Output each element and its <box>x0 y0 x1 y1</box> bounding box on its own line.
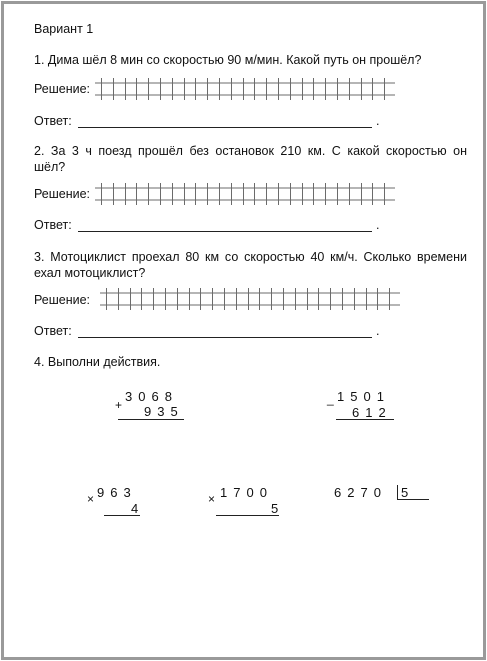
task1-answer-end: . <box>376 114 380 128</box>
task3-text-line2: ехал мотоциклист? <box>34 266 146 280</box>
mul2-operand-b: 5 <box>271 501 285 516</box>
task2-answer-label: Ответ: <box>34 218 72 232</box>
task3-answer-label: Ответ: <box>34 324 72 338</box>
div-corner-vertical <box>397 485 398 500</box>
mul1-operand-a: 963 <box>97 485 137 500</box>
task1-answer-label: Ответ: <box>34 114 72 128</box>
task2-answer-line[interactable] <box>78 231 372 232</box>
variant-title: Вариант 1 <box>34 22 94 36</box>
mul1-operand-b: 4 <box>131 501 145 516</box>
div-quotient-line[interactable] <box>397 499 429 500</box>
add-result-line[interactable] <box>118 419 184 420</box>
mul2-result-line[interactable] <box>216 515 279 516</box>
task1-solution-label: Решение: <box>34 82 91 96</box>
task2-answer-end: . <box>376 218 380 232</box>
mul2-operator: × <box>208 492 216 506</box>
task1-text: 1. Дима шёл 8 мин со скоростью 90 м/мин. Какой путь он прошёл? <box>34 53 422 67</box>
div-divisor: 5 <box>401 485 415 500</box>
task3-answer-end: . <box>376 324 380 338</box>
div-dividend: 6270 <box>334 485 387 500</box>
task4-text: 4. Выполни действия. <box>34 355 161 369</box>
add-operand-a: 3068 <box>125 389 178 404</box>
mul2-operand-a: 1700 <box>220 485 273 500</box>
task1-solution-rail[interactable] <box>95 78 395 100</box>
task3-solution-label: Решение: <box>34 293 91 307</box>
task2-solution-rail[interactable] <box>95 183 395 205</box>
sub-operand-b: 612 <box>352 405 392 420</box>
mul1-result-line[interactable] <box>104 515 140 516</box>
task1-answer-line[interactable] <box>78 127 372 128</box>
task2-solution-label: Решение: <box>34 187 91 201</box>
task3-answer-line[interactable] <box>78 337 372 338</box>
sub-operand-a: 1501 <box>337 389 390 404</box>
add-operand-b: 935 <box>144 404 184 419</box>
task2-text-line1: 2. За 3 ч поезд прошёл без остановок 210 км. С какой скоростью он <box>34 144 467 158</box>
task2-text-line2: шёл? <box>34 160 66 174</box>
mul1-operator: × <box>87 492 95 506</box>
sub-operator: _ <box>327 392 334 406</box>
add-operator: + <box>115 398 123 412</box>
task3-text-line1: 3. Мотоциклист проехал 80 км со скоростью 40 км/ч. Сколько времени <box>34 250 467 264</box>
task3-solution-rail[interactable] <box>100 288 400 310</box>
sub-result-line[interactable] <box>336 419 394 420</box>
